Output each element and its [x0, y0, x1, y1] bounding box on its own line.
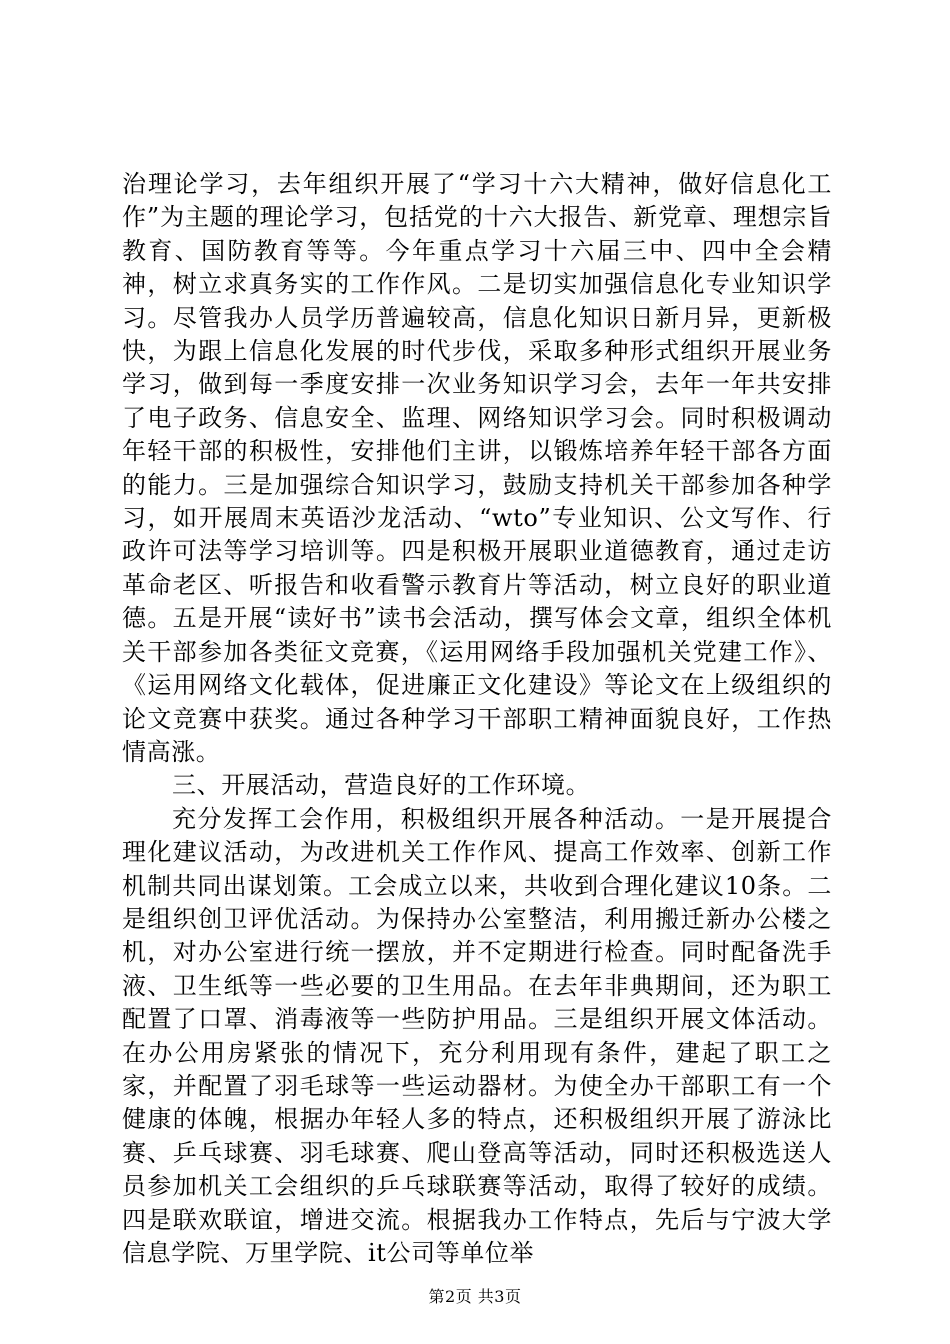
- paragraph-activities: 充分发挥工会作用，积极组织开展各种活动。一是开展提合理化建议活动，为改进机关工作作风、提高工作效率、创新工作机制共同出谋划策。工会成立以来，共收到合理化建议10条。二是组织创卫评优活动。为保持办公室整洁，利用搬迁新办公楼之机，对办公室进行统一摆放，并不定期进行检查。同时配备洗手液、卫生纸等一些必要的卫生用品。在去年非典期间，还为职工配置了口罩、消毒液等一些防护用品。三是组织开展文体活动。在办公用房紧张的情况下，充分利用现有条件，建起了职工之家，并配置了羽毛球等一些运动器材。为使全办干部职工有一个健康的体魄，根据办年轻人多的特点，还积极组织开展了游泳比赛、乒乓球赛、羽毛球赛、爬山登高等活动，同时还积极选送人员参加机关工会组织的乒乓球联赛等活动，取得了较好的成绩。四是联欢联谊，增进交流。根据我办工作特点，先后与宁波大学信息学院、万里学院、it公司等单位举: [122, 804, 832, 1267]
- document-body: [122, 168, 832, 1270]
- section-heading: 三、开展活动，营造良好的工作环境。: [172, 771, 591, 800]
- paragraph-continuation: 治理论学习，去年组织开展了“学习十六大精神，做好信息化工作”为主题的理论学习，包括党的十六大报告、新党章、理想宗旨教育、国防教育等等。今年重点学习十六届三中、四中全会精神，树立求真务实的工作作风。二是切实加强信息化专业知识学习。尽管我办人员学历普遍较高，信息化知识日新月异，更新极快，为跟上信息化发展的时代步伐，采取多种形式组织开展业务学习，做到每一季度安排一次业务知识学习会，去年一年共安排了电子政务、信息安全、监理、网络知识学习会。同时积极调动年轻干部的积极性，安排他们主讲，以锻炼培养年轻干部各方面的能力。三是加强综合知识学习，鼓励支持机关干部参加各种学习，如开展周末英语沙龙活动、“wto”专业知识、公文写作、行政许可法等学习培训等。四是积极开展职业道德教育，通过走访革命老区、听报告和收看警示教育片等活动，树立良好的职业道德。五是开展“读好书”读书会活动，撰写体会文章，组织全体机关干部参加各类征文竞赛，《运用网络手段加强机关党建工作》、《运用网络文化载体，促进廉正文化建设》等论文在上级组织的论文竞赛中获奖。通过各种学习干部职工精神面貌良好，工作热情高涨。: [122, 170, 832, 766]
- page-number-footer: 第2页 共3页: [428, 1287, 522, 1306]
